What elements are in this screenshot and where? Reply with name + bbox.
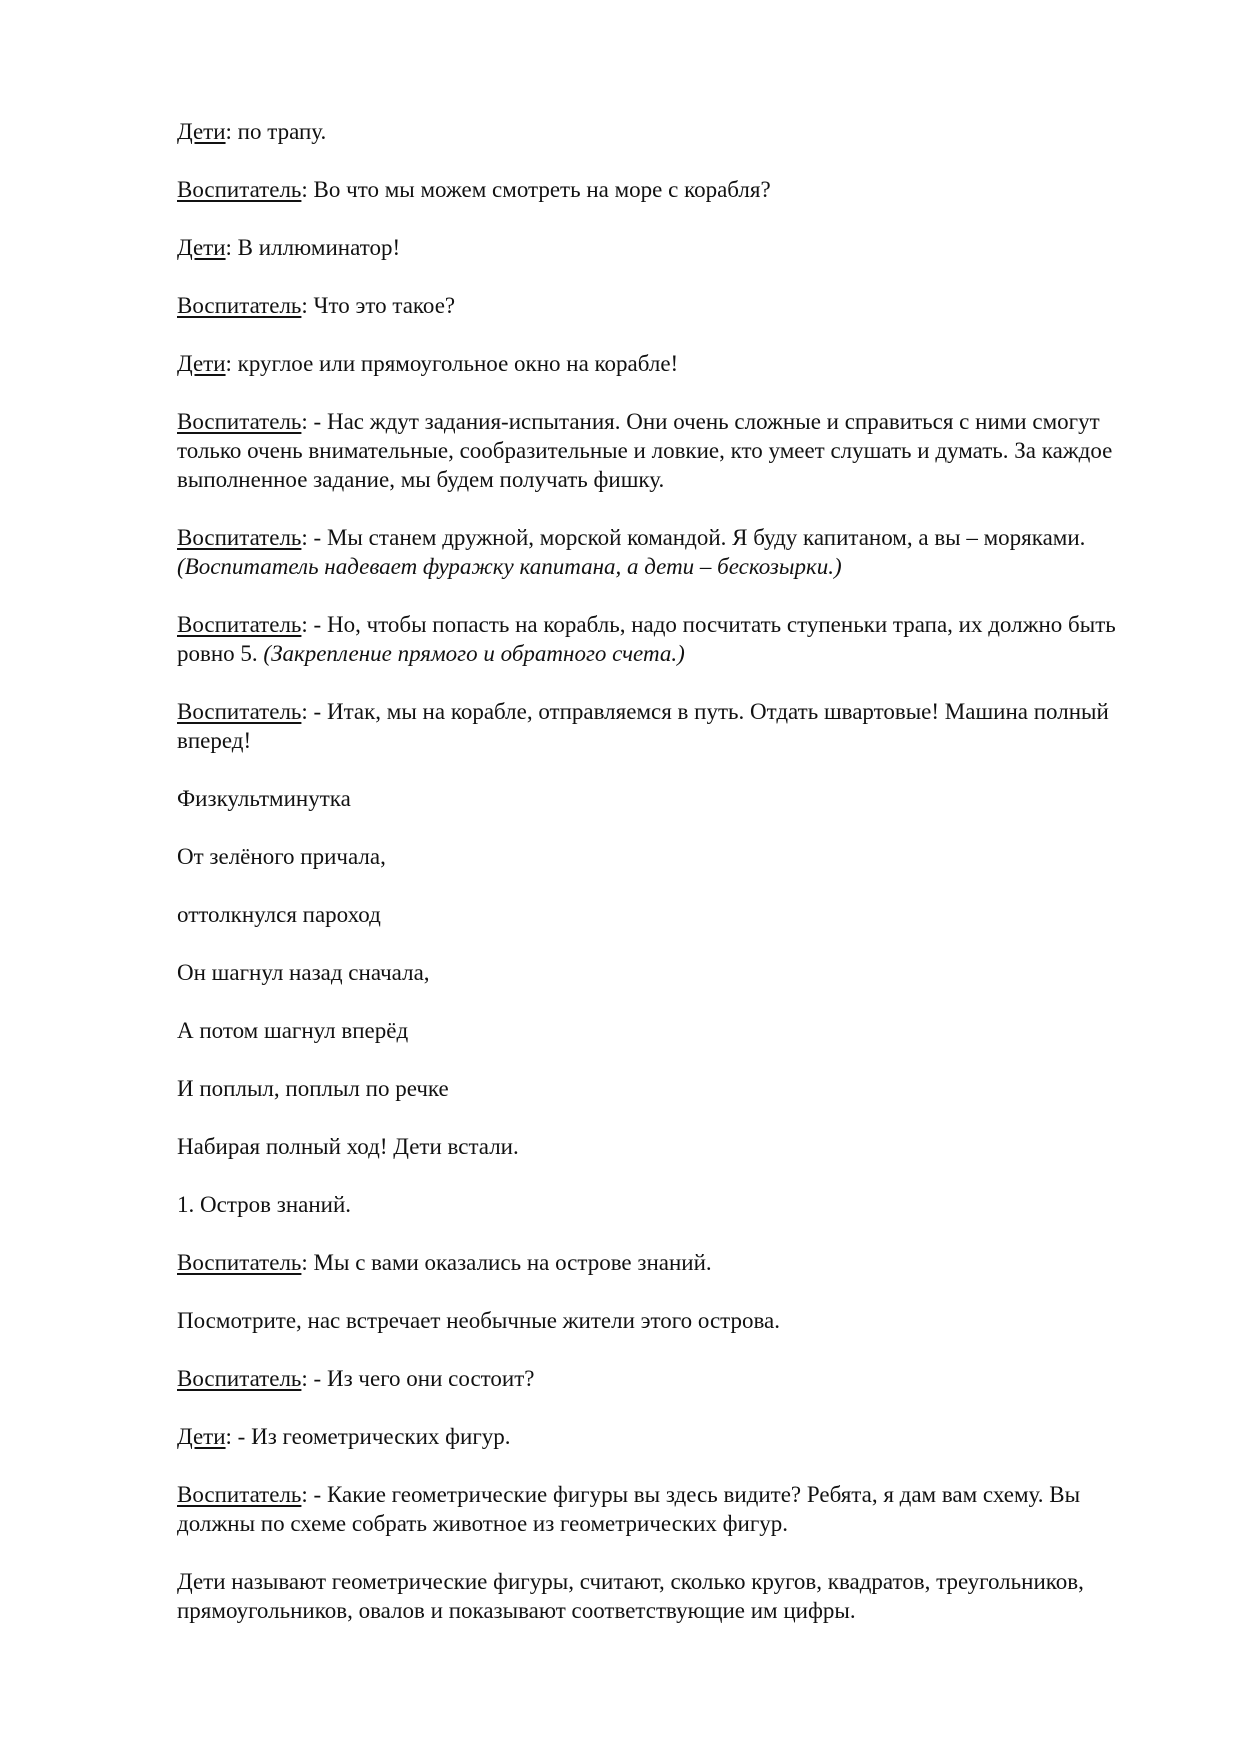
speaker-label: Дети	[177, 235, 226, 260]
speaker-label: Воспитатель	[177, 699, 302, 724]
poem-line: Он шагнул назад сначала,	[177, 960, 430, 985]
paragraph	[177, 291, 1157, 320]
paragraph-text: : Во что мы можем смотреть на море с корабля?	[301, 177, 771, 202]
poem-line: Набирая полный ход! Дети встали.	[177, 1134, 519, 1159]
paragraph: Дети называют геометрические фигуры, считают, сколько кругов, квадратов, треугольников, прямоугольников, овалов и показывают соответствующие им цифры.	[177, 1569, 1084, 1623]
speaker-label: Дети	[177, 119, 226, 144]
speaker-label: Воспитатель	[177, 612, 302, 637]
stage-direction: (Закрепление прямого и обратного счета.)	[263, 641, 685, 666]
paragraph-text: : - Какие геометрические фигуры вы здесь видите? Ребята, я дам вам схему. Вы должны по схеме собрать животное из геометрических фигур.	[177, 1482, 1081, 1536]
paragraph	[177, 117, 1157, 146]
speaker-label: Воспитатель	[177, 293, 302, 318]
paragraph-text: : В иллюминатор!	[225, 235, 401, 260]
speaker-label: Воспитатель	[177, 1482, 302, 1507]
paragraph	[177, 523, 1157, 581]
speaker-label: Воспитатель	[177, 1366, 302, 1391]
speaker-label: Дети	[177, 1424, 226, 1449]
paragraph-text: : Что это такое?	[301, 293, 456, 318]
stage-direction: (Воспитатель надевает фуражку капитана, а дети – бескозырки.)	[177, 554, 842, 579]
poem-line: От зелёного причала,	[177, 844, 386, 869]
paragraph	[177, 349, 1157, 378]
speaker-label: Воспитатель	[177, 409, 302, 434]
paragraph-text: : - Из чего они состоит?	[301, 1366, 535, 1391]
paragraph	[177, 407, 1157, 494]
poem-line: И поплыл, поплыл по речке	[177, 1076, 449, 1101]
paragraph-text: : Мы с вами оказались на острове знаний.	[301, 1250, 712, 1275]
paragraph-text: : - Но, чтобы попасть на корабль, надо посчитать ступеньки трапа, их должно быть ровно 5.	[177, 612, 1116, 666]
speaker-label: Воспитатель	[177, 1250, 302, 1275]
paragraph	[177, 175, 1157, 204]
poem-line: А потом шагнул вперёд	[177, 1018, 409, 1043]
paragraph	[177, 233, 1157, 262]
section-heading: 1. Остров знаний.	[177, 1192, 352, 1217]
poem-line: оттолкнулся пароход	[177, 902, 381, 927]
paragraph	[177, 697, 1157, 755]
speaker-label: Дети	[177, 351, 226, 376]
paragraph-text: : - Нас ждут задания-испытания. Они очень сложные и справиться с ними смогут только очень внимательные, сообразительные и ловкие, кто умеет слушать и думать. За каждое выполненное задание, мы будем получать фишку.	[177, 409, 1113, 492]
speaker-label: Воспитатель	[177, 525, 302, 550]
paragraph	[177, 1422, 1157, 1451]
paragraph-text: : - Из геометрических фигур.	[225, 1424, 511, 1449]
paragraph-text: : - Мы станем дружной, морской командой. Я буду капитаном, а вы – моряками.	[301, 525, 1086, 550]
speaker-label: Воспитатель	[177, 177, 302, 202]
paragraph-text: : по трапу.	[225, 119, 327, 144]
paragraph	[177, 1248, 1157, 1277]
paragraph-text: : - Итак, мы на корабле, отправляемся в путь. Отдать швартовые! Машина полный вперед!	[177, 699, 1109, 753]
paragraph	[177, 1480, 1157, 1538]
paragraph-text: : круглое или прямоугольное окно на корабле!	[225, 351, 679, 376]
section-title: Физкультминутка	[177, 786, 351, 811]
paragraph: Посмотрите, нас встречает необычные жители этого острова.	[177, 1308, 781, 1333]
paragraph	[177, 610, 1157, 668]
document-page	[177, 117, 1157, 1654]
paragraph	[177, 1364, 1157, 1393]
